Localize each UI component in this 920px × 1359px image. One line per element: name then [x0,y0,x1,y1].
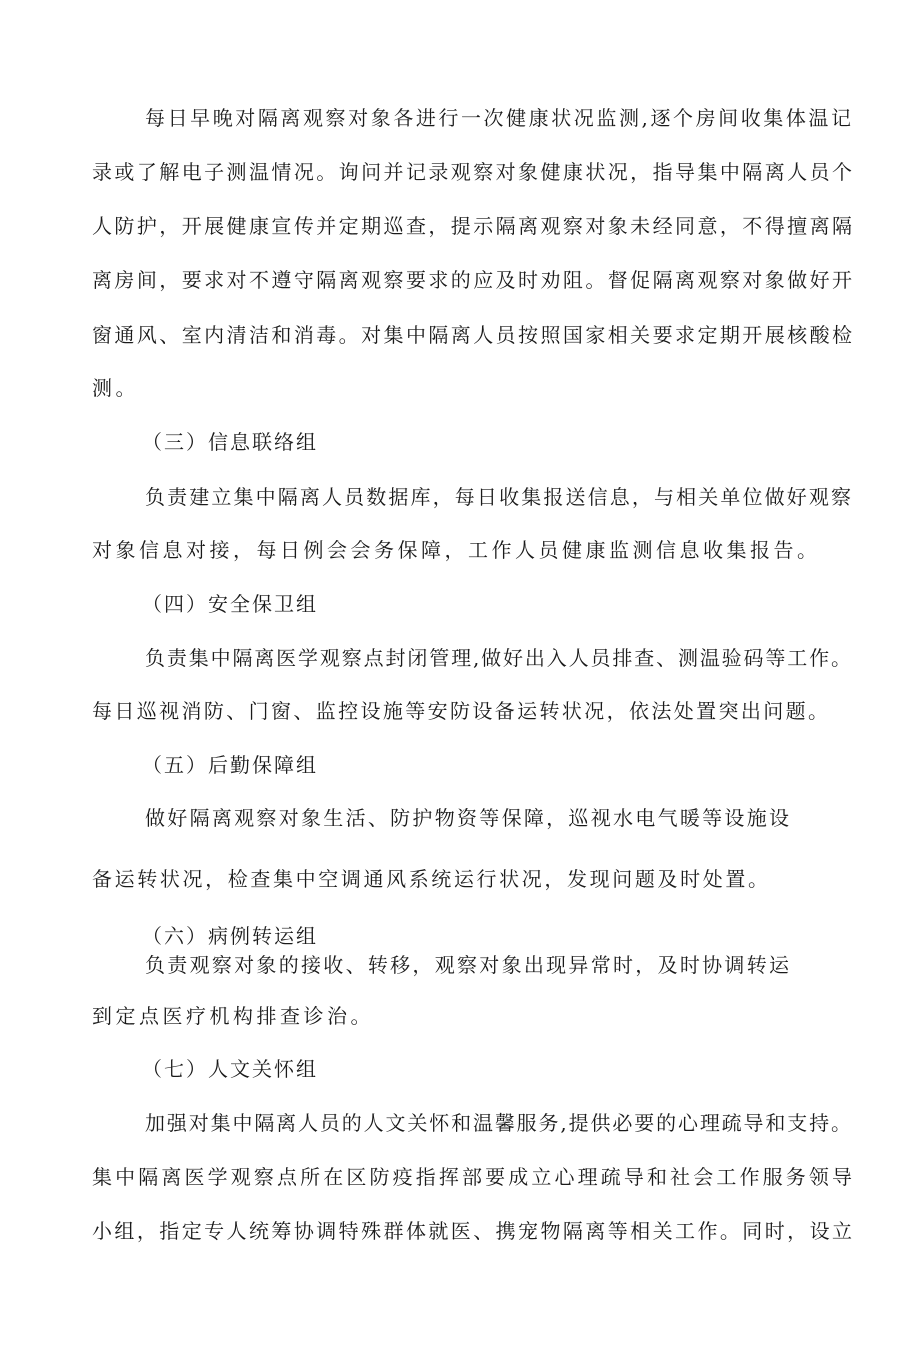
paragraph-line: 负责集中隔离医学观察点封闭管理,做好出入人员排查、测温验码等工作。 [145,646,851,670]
paragraph-line: 窗通风、室内清洁和消毒。对集中隔离人员按照国家相关要求定期开展核酸检 [92,323,852,347]
paragraph-line: 负责观察对象的接收、转移，观察对象出现异常时，及时协调转运 [145,953,789,977]
section-heading: （三）信息联络组 [142,430,318,454]
paragraph-line: 离房间，要求对不遵守隔离观察要求的应及时劝阻。督促隔离观察对象做好开 [92,268,852,292]
paragraph-line: 集中隔离医学观察点所在区防疫指挥部要成立心理疏导和社会工作服务领导 [92,1165,852,1189]
section-heading: （五）后勤保障组 [142,753,318,777]
paragraph-line: 备运转状况，检查集中空调通风系统运行状况，发现问题及时处置。 [92,867,768,891]
paragraph-line: 对象信息对接，每日例会会务保障，工作人员健康监测信息收集报告。 [92,538,821,562]
paragraph-line: 测。 [92,376,139,400]
paragraph-line: 人防护，开展健康宣传并定期巡查，提示隔离观察对象未经同意，不得擅离隔 [92,214,852,238]
section-heading: （四）安全保卫组 [142,592,318,616]
paragraph-line: 加强对集中隔离人员的人文关怀和温馨服务,提供必要的心理疏导和支持。 [145,1111,851,1135]
paragraph-line: 每日巡视消防、门窗、监控设施等安防设备运转状况，依法处置突出问题。 [92,699,828,723]
paragraph-line: 录或了解电子测温情况。询问并记录观察对象健康状况，指导集中隔离人员个 [92,160,852,184]
paragraph-line: 到定点医疗机构排查诊治。 [92,1004,374,1028]
section-heading: （六）病例转运组 [142,924,318,948]
paragraph-line: 负责建立集中隔离人员数据库，每日收集报送信息，与相关单位做好观察 [145,485,851,509]
paragraph-line: 每日早晚对隔离观察对象各进行一次健康状况监测,逐个房间收集体温记 [145,106,851,130]
paragraph-line: 小组，指定专人统筹协调特殊群体就医、携宠物隔离等相关工作。同时，设立 [92,1219,852,1243]
paragraph-line: 做好隔离观察对象生活、防护物资等保障，巡视水电气暖等设施设 [145,806,789,830]
section-heading: （七）人文关怀组 [142,1057,318,1081]
